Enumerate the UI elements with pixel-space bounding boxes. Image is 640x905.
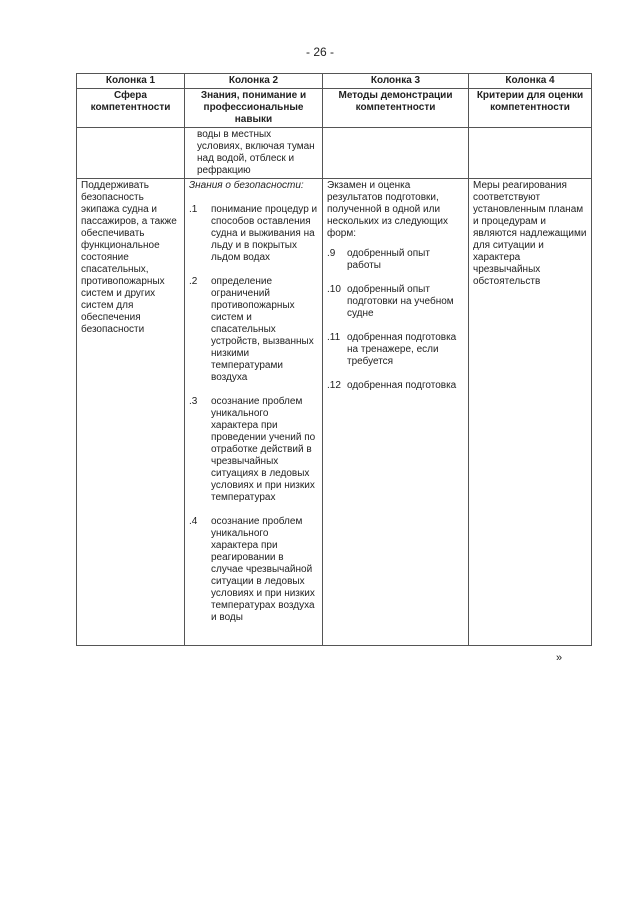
list-item [189,396,318,504]
page-number: - 26 - [305,45,334,59]
item-text: одобренная подготовка на тренажере, если требуется [347,332,457,367]
methods-cell [323,179,469,646]
continuation-row [77,128,592,179]
item-text: осознание проблем уникального характера при проведении учений по отработке действий в чрезвычайных ситуациях в ледовых условиях и при низких температурах [211,396,316,503]
list-item [189,276,318,384]
table-row [77,179,592,646]
column-header-row [77,74,592,89]
criteria-cell: Меры реагирования соответствуют установленным планам и процедурам и являются надлежащими для ситуации и характера чрезвычайных обстоятельств [469,179,592,646]
list-item [189,204,318,264]
criteria-header: Критерии для оценки компетентности [469,89,592,128]
competence-table [76,73,592,646]
column-3-header: Колонка 3 [323,74,469,89]
list-item [327,284,464,320]
item-text: определение ограничений противопожарных систем и спасательных устройств, вызванных низкими температурами воздуха [211,276,314,383]
item-number: .12 [327,380,341,391]
item-number: .10 [327,284,341,295]
item-number: .4 [189,516,198,527]
list-item [327,380,464,392]
methods-header: Методы демонстрации компетентности [323,89,469,128]
column-2-header: Колонка 2 [185,74,323,89]
methods-intro: Экзамен и оценка результатов подготовки, полученной в одной или нескольких из следующих форм: [327,180,448,239]
item-number: .3 [189,396,198,407]
subheader-row [77,89,592,128]
list-item [189,516,318,624]
continuation-text: воды в местных условиях, включая туман над водой, отблеск и рефракцию [185,128,323,179]
item-number: .1 [189,204,198,215]
item-number: .9 [327,248,336,259]
item-text: одобренный опыт подготовки на учебном судне [347,284,454,319]
column-4-header: Колонка 4 [469,74,592,89]
item-text: осознание проблем уникального характера при реагировании в случае чрезвычайной ситуации в ледовых условиях и при низких температурах воздуха и воды [211,516,315,623]
closing-quote-mark: » [556,652,563,664]
competence-cell: Поддерживать безопасность экипажа судна и пассажиров, а также обеспечивать функциональное состояние спасательных, противопожарных систем и других систем для обеспечения безопасности [77,179,185,646]
item-text: одобренная подготовка [347,380,457,391]
knowledge-header: Знания, понимание и профессиональные навыки [185,89,323,128]
item-number: .11 [327,332,341,343]
knowledge-cell [185,179,323,646]
knowledge-title: Знания о безопасности: [189,180,304,191]
item-number: .2 [189,276,198,287]
competence-header: Сфера компетентности [77,89,185,128]
list-item [327,248,464,272]
column-1-header: Колонка 1 [77,74,185,89]
item-text: понимание процедур и способов оставления судна и выживания на льду и в покрытых льдом водах [211,204,318,263]
item-text: одобренный опыт работы [347,248,430,271]
list-item [327,332,464,368]
